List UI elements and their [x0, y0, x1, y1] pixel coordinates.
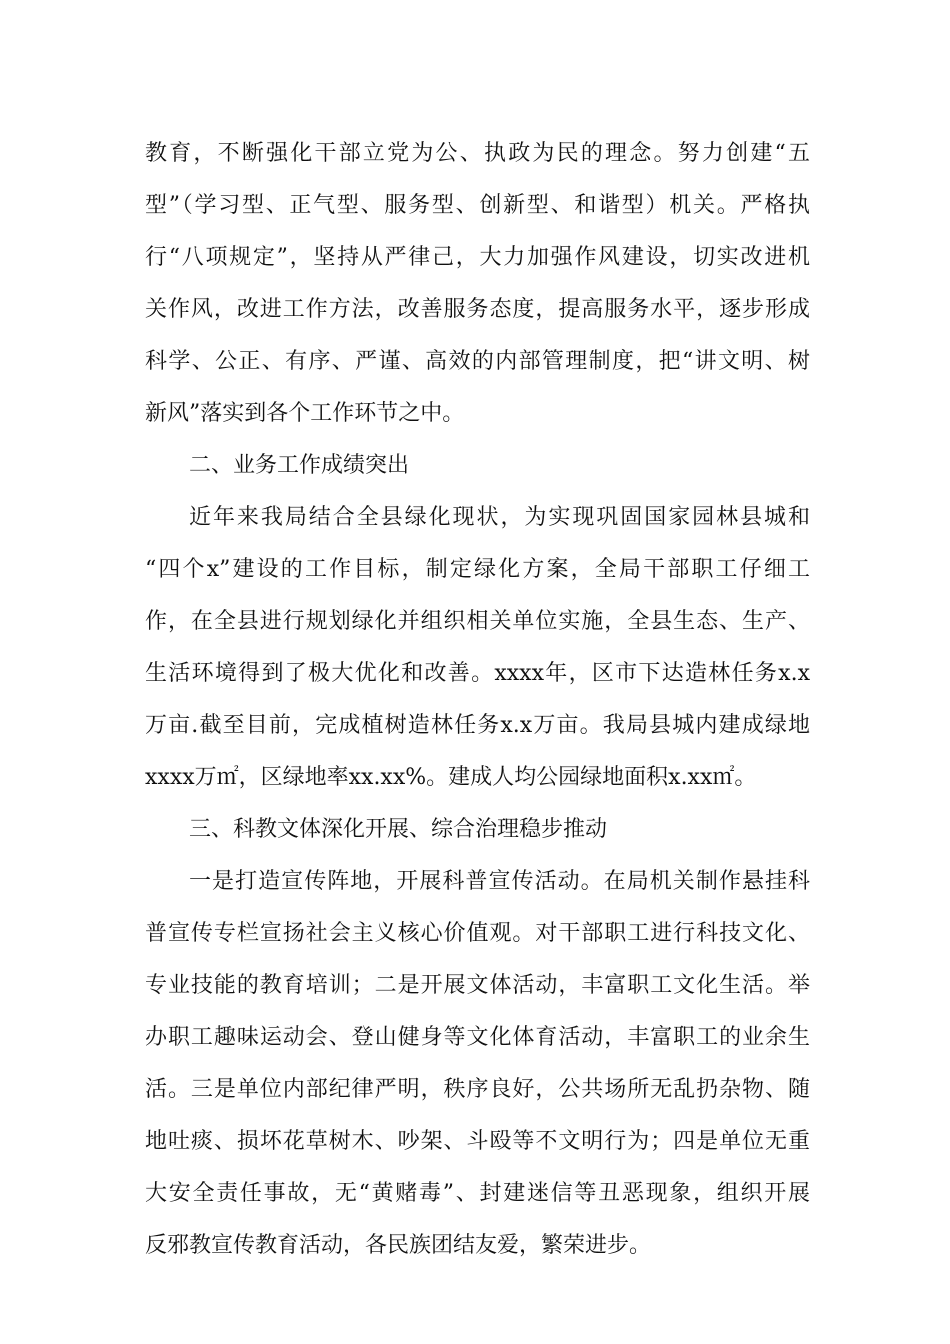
- text-line: 行“八项规定”，坚持从严律己，大力加强作风建设，切实改进机: [145, 245, 810, 270]
- text-line: 关作风，改进工作方法，改善服务态度，提高服务水平，逐步形成: [145, 297, 810, 322]
- text-line: 教育，不断强化干部立党为公、执政为民的理念。努力创建“五: [145, 141, 810, 166]
- section-heading: 二、业务工作成绩突出: [189, 453, 410, 478]
- text-line: 办职工趣味运动会、登山健身等文化体育活动，丰富职工的业余生: [145, 1025, 810, 1050]
- text-line: 大安全责任事故，无“黄赌毒”、封建迷信等丑恶现象，组织开展: [145, 1181, 810, 1206]
- text-line: “四个x”建设的工作目标，制定绿化方案，全局干部职工仔细工: [145, 557, 810, 582]
- text-line: 作，在全县进行规划绿化并组织相关单位实施，全县生态、生产、: [145, 609, 810, 634]
- text-line: 型”（学习型、正气型、服务型、创新型、和谐型）机关。严格执: [145, 193, 810, 218]
- text-line: 科学、公正、有序、严谨、高效的内部管理制度，把“讲文明、树: [145, 349, 810, 374]
- text-line: 活。三是单位内部纪律严明，秩序良好，公共场所无乱扔杂物、随: [145, 1077, 810, 1102]
- section-heading: 三、科教文体深化开展、综合治理稳步推动: [189, 817, 608, 842]
- text-line: xxxx万㎡，区绿地率xx.xx%。建成人均公园绿地面积x.xx㎡。: [145, 765, 757, 790]
- text-line: 普宣传专栏宣扬社会主义核心价值观。对干部职工进行科技文化、: [145, 921, 810, 946]
- text-line: 专业技能的教育培训；二是开展文体活动，丰富职工文化生活。举: [145, 973, 810, 998]
- text-line: 地吐痰、损坏花草树木、吵架、斗殴等不文明行为；四是单位无重: [145, 1129, 810, 1154]
- text-line: 反邪教宣传教育活动，各民族团结友爱，繁荣进步。: [145, 1233, 652, 1258]
- text-line: 万亩.截至目前，完成植树造林任务x.x万亩。我局县城内建成绿地: [145, 713, 810, 738]
- text-line: 生活环境得到了极大优化和改善。xxxx年，区市下达造林任务x.x: [145, 661, 810, 686]
- text-line: 近年来我局结合全县绿化现状，为实现巩固国家园林县城和: [189, 505, 810, 530]
- text-line: 一是打造宣传阵地，开展科普宣传活动。在局机关制作悬挂科: [189, 869, 810, 894]
- document-body: [145, 128, 810, 1272]
- text-line: 新风”落实到各个工作环节之中。: [145, 401, 465, 426]
